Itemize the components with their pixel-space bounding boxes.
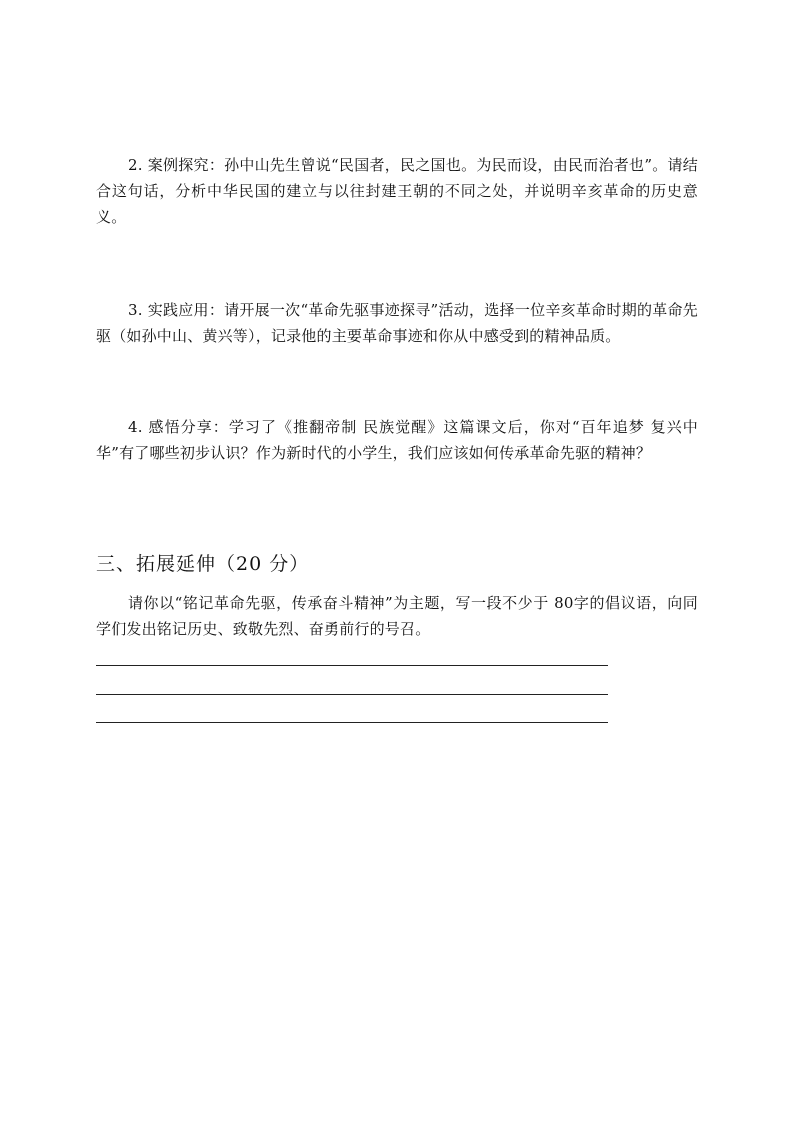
answer-line-2 [96,694,608,695]
question-4-text: 4. 感悟分享：学习了《推翻帝制 民族觉醒》这篇课文后，你对“百年追梦 复兴中华”有了哪些初步认识？作为新时代的小学生，我们应该如何传承革命先驱的精神？ [96,418,698,462]
section-3-title: 三、拓展延伸（20 分） [96,553,310,575]
question-2-text: 2. 案例探究：孙中山先生曾说“民国者，民之国也。为民而设，由民而治者也”。请结合这句话，分析中华民国的建立与以往封建王朝的不同之处，并说明辛亥革命的历史意义。 [96,156,698,226]
answer-line-3 [96,722,608,723]
extension-prompt-text: 请你以“铭记革命先驱，传承奋斗精神”为主题，写一段不少于 80字的倡议语，向同学们发出铭记历史、致敬先烈、奋勇前行的号召。 [96,594,698,638]
question-3-text: 3. 实践应用：请开展一次“革命先驱事迹探寻”活动，选择一位辛亥革命时期的革命先驱（如孙中山、黄兴等），记录他的主要革命事迹和你从中感受到的精神品质。 [96,301,698,345]
answer-line-1 [96,665,608,666]
